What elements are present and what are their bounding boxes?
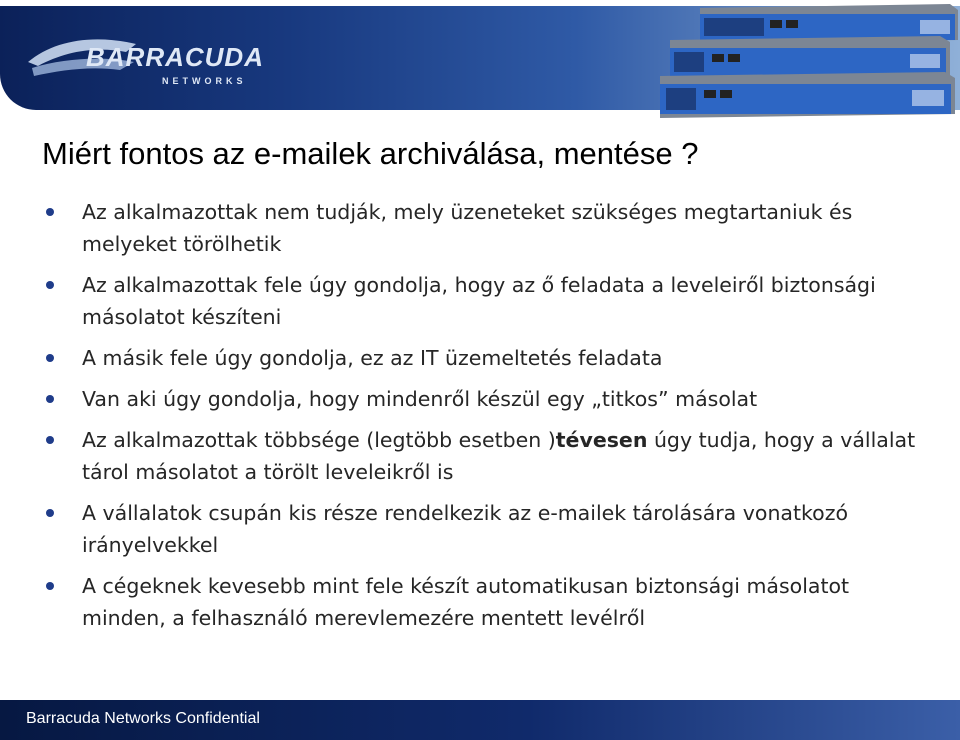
bullet-text-pre: Az alkalmazottak többsége (legtöbb esetben ) — [82, 428, 556, 452]
bullet-text-post: úgy tudja, hogy a vállalat tárol másolatot a törölt leveleikről is — [82, 428, 916, 484]
bullet-item — [44, 497, 924, 561]
barracuda-logo — [24, 22, 264, 92]
logo-subtext: NETWORKS — [162, 76, 247, 86]
header-banner — [0, 0, 960, 120]
bullet-list — [44, 196, 924, 643]
slide-title: Miért fontos az e-mailek archiválása, mentése ? — [42, 136, 699, 171]
bullet-item — [44, 269, 924, 333]
bullet-text: Az alkalmazottak fele úgy gondolja, hogy az ő feladata a leveleiről biztonsági másolatot készíteni — [82, 273, 876, 329]
bullet-item — [44, 196, 924, 260]
bullet-item — [44, 383, 924, 415]
server-appliances-image — [640, 0, 960, 120]
bullet-item — [44, 342, 924, 374]
bullet-text: A vállalatok csupán kis része rendelkezik az e-mailek tárolására vonatkozó irányelvekkel — [82, 501, 849, 557]
bullet-item — [44, 570, 924, 634]
logo-wordmark: BARRACUDA — [86, 42, 264, 72]
bullet-item — [44, 424, 924, 488]
footer-bar — [0, 700, 960, 740]
bullet-text: Van aki úgy gondolja, hogy mindenről készül egy „titkos” másolat — [82, 387, 758, 411]
footer-text: Barracuda Networks Confidential — [26, 710, 260, 727]
bullet-text: Az alkalmazottak nem tudják, mely üzeneteket szükséges megtartaniuk és melyeket törölhetik — [82, 200, 853, 256]
bullet-emphasis: tévesen — [555, 428, 648, 452]
server-unit-bottom — [660, 72, 955, 118]
bullet-text: A másik fele úgy gondolja, ez az IT üzemeltetés feladata — [82, 346, 663, 370]
bullet-text: A cégeknek kevesebb mint fele készít automatikusan biztonsági másolatot minden, a felhasználó merevlemezére mentett levélről — [82, 574, 850, 630]
